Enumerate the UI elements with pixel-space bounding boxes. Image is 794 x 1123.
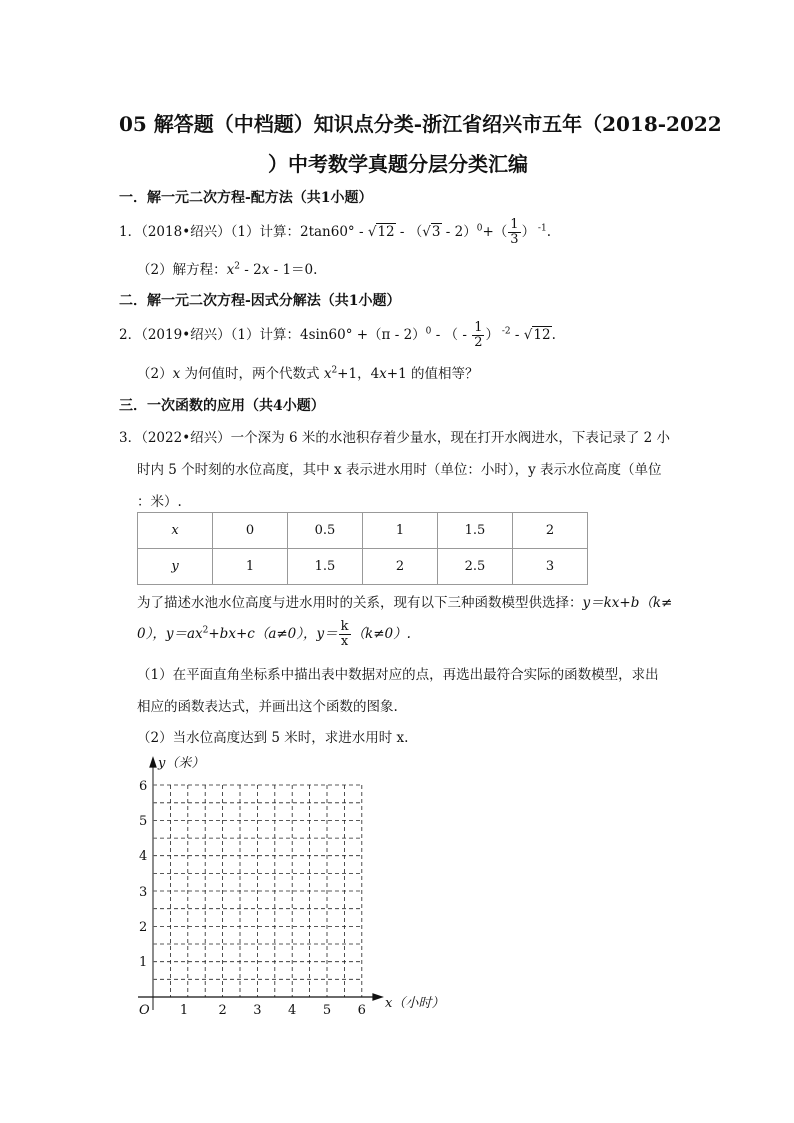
y-tick: 1 — [139, 955, 148, 970]
question-3-line2: 时内 5 个时刻的水位高度，其中 x 表示进水用时（单位：小时），y 表示水位高度（单位 — [137, 462, 662, 478]
question-2-part1: 2．（2019•绍兴）（1）计算：4sin60° +（π - 2）$^0$ - （ - $\frac{1}{2}$ ） $^{-2}$ - √12. — [119, 320, 556, 350]
x-tick: 2 — [218, 1003, 227, 1018]
origin-label: O — [139, 1003, 150, 1018]
fraction-k-over-x: $\frac{k}{x}$ — [340, 619, 349, 649]
y-tick: 2 — [139, 920, 148, 935]
sqrt-12: √12 — [367, 224, 395, 240]
x-tick: 5 — [322, 1003, 332, 1018]
section-heading-3: 三．一次函数的应用（共4小题） — [119, 398, 325, 414]
fraction-one-third: $\frac{1}{3}$ — [510, 217, 519, 247]
x-axis-arrow-icon — [373, 994, 382, 1000]
question-3-part1-line2: 相应的函数表达式，并画出这个函数的图象. — [137, 699, 398, 715]
y-axis-label: y（米） — [158, 756, 205, 771]
x-tick: 4 — [288, 1003, 297, 1018]
sqrt-3: √3 — [422, 224, 441, 240]
x-axis-label: x（小时） — [385, 996, 445, 1011]
grid-lines — [153, 785, 362, 997]
y-tick: 3 — [139, 885, 148, 900]
section-heading-1: 一．解一元二次方程-配方法（共1小题） — [119, 190, 373, 206]
y-tick: 5 — [139, 814, 148, 829]
sqrt-12: √12 — [523, 327, 551, 343]
page-title-line1: 05 解答题（中档题）知识点分类-浙江省绍兴市五年（2018-2022 — [119, 112, 722, 136]
axes — [138, 758, 382, 1010]
fraction-one-half: $\frac{1}{2}$ — [474, 320, 483, 350]
x-tick: 3 — [253, 1003, 262, 1018]
question-3-line3: ：米）. — [137, 494, 182, 510]
coordinate-grid — [130, 750, 450, 1030]
question-2-part2: （2）x 为何值时，两个代数式 $x^2+1$，4x+1 的值相等？ — [137, 365, 479, 382]
y-tick: 6 — [139, 779, 148, 794]
data-table — [137, 512, 588, 585]
question-3-part1-line1: （1）在平面直角坐标系中描出表中数据对应的点，再选出最符合实际的函数模型，求出 — [137, 667, 659, 683]
question-1-part2: （2）解方程：$x^2 - 2x - 1=0$. — [137, 261, 318, 278]
question-3-line1: 3．（2022•绍兴）一个深为 6 米的水池积存着少量水，现在打开水阀进水，下表记录了 2 小 — [119, 430, 671, 446]
x-tick: 1 — [179, 1003, 189, 1018]
question-3-part2: （2）当水位高度达到 5 米时，求进水用时 x. — [137, 730, 409, 746]
y-tick: 4 — [139, 849, 148, 864]
question-1-part1: 1．（2018•绍兴）（1）计算：2tan60° - √12 - （√3 - 2）$^0$+（ $\frac{1}{3}$ ） $^{-1}$. — [119, 217, 551, 247]
models-line2: 0），$y=ax^2+bx+c(a\ne 0)$，y＝ $\frac{k}{x}$ （k≠0）. — [137, 619, 411, 649]
table-row-x: x 0 0.5 1 1.5 2 — [138, 513, 588, 549]
x-tick: 6 — [357, 1003, 366, 1018]
page-title-line2: ）中考数学真题分层分类汇编 — [268, 152, 528, 176]
section-heading-2: 二．解一元二次方程-因式分解法（共1小题） — [119, 293, 401, 309]
models-line1: 为了描述水池水位高度与进水用时的关系，现有以下三种函数模型供选择：y＝kx+b（k≠ — [137, 595, 673, 611]
y-axis-arrow-icon — [150, 758, 156, 767]
table-row-y: y 1 1.5 2 2.5 3 — [138, 549, 588, 585]
